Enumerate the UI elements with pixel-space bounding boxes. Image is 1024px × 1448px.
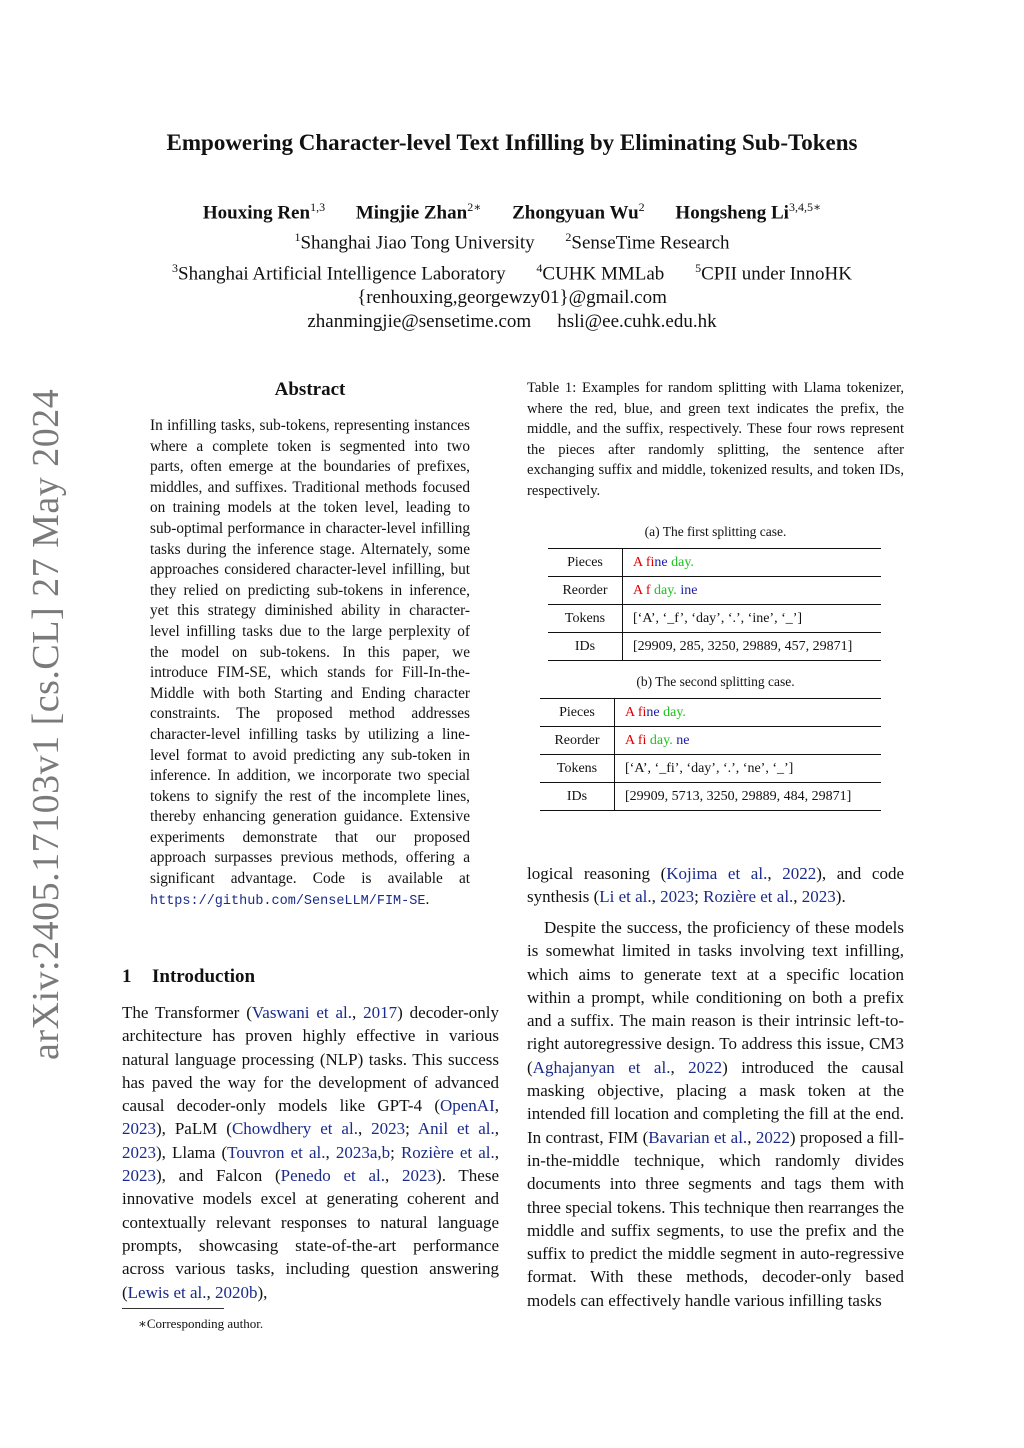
- paragraph-text: logical reasoning (: [527, 864, 667, 883]
- token-segment: day.: [659, 704, 686, 720]
- table-row: [540, 783, 881, 811]
- paragraph-text: ,: [670, 1057, 689, 1077]
- token-segment: fi: [645, 554, 655, 570]
- token-segment: A f: [633, 582, 651, 598]
- token-segment: day.: [667, 554, 694, 570]
- row-label: Pieces: [540, 699, 615, 727]
- token-segment: [‘A’, ‘_f’, ‘day’, ‘.’, ‘ine’, ‘_’]: [633, 610, 803, 626]
- affiliation-line-1: $^1$Shanghai Jiao Tong University $^2$SenseTime Research: [294, 230, 730, 254]
- row-value: [623, 577, 882, 605]
- paper-title: Empowering Character-level Text Infilling by Eliminating Sub-Tokens: [166, 130, 858, 155]
- citation-link[interactable]: Lewis et al.: [127, 1282, 207, 1302]
- email-line-1: {renhouxing,georgewzy01}@gmail.com: [357, 286, 667, 308]
- row-label: IDs: [548, 633, 623, 661]
- token-segment: day.: [646, 732, 673, 748]
- row-value: [623, 633, 882, 661]
- citation-link[interactable]: 2017: [363, 1003, 398, 1022]
- table-row: [548, 577, 881, 605]
- subtable-b: [540, 698, 881, 811]
- token-segment: [29909, 5713, 3250, 29889, 484, 29871]: [625, 788, 852, 804]
- token-segment: ine: [676, 582, 698, 598]
- intro-paragraph-1: [122, 1001, 499, 1304]
- arxiv-sidebar-stamp: arXiv:2405.17103v1 [cs.CL] 27 May 2024: [25, 388, 67, 1060]
- paragraph-text: ) introduced the causal masking objective, placing a mask token at the intended fill location and completing the fill at the end. In contrast, FIM (: [527, 1057, 904, 1147]
- citation-link[interactable]: Touvron et al.: [227, 1142, 326, 1162]
- author-name: Hongsheng Li: [675, 202, 789, 224]
- paragraph-text: ), and Falcon (: [156, 1166, 281, 1186]
- paragraph-text: ,: [494, 1119, 499, 1139]
- paragraph-text: ,: [494, 1096, 499, 1116]
- abstract-text: In infilling tasks, sub-tokens, representing instances where a complete token is segmented into two parts, often emerge at the boundaries of prefixes, middles, and suffixes. Traditional methods focused on training models at the token level, leading to sub-optimal performance in character-level infilling tasks during the inference stage. Alternately, some approaches considered character-level infilling, but they relied on predicting sub-tokens in inference, yet this strategy diminished ability in character-level infilling tasks due to the large perplexity of the model on sub-tokens. In this paper, we introduce FIM-SE, which stands for Fill-In-the-Middle with both Starting and Ending character constraints. The proposed method addresses character-level infilling tasks by utilizing a line-level format to avoid predicting any sub-token in inference. In addition, we incorporate two special tokens to signify the rest of the incomplete lines, thereby enhancing generation guidance. Extensive experiments demonstrate that our proposed approach surpasses previous methods, offering a significant advantage. Code is available at https://github.com/SenseLLM/FIM-SE.: [150, 417, 470, 909]
- token-segment: A: [633, 554, 646, 570]
- abstract-heading: Abstract: [274, 379, 346, 400]
- author-names: Houxing Ren$^{1,3}$ Mingjie Zhan$^{2∗}$ Zhongyuan Wu$^2$ Hongsheng $Li^{3,4,5∗}$: [202, 200, 822, 224]
- author-name: Houxing Ren: [202, 202, 311, 224]
- paragraph-text: ;: [405, 1119, 418, 1139]
- subtable-b-caption: (b) The second splitting case.: [636, 674, 795, 689]
- table-row: [540, 699, 881, 727]
- row-value: [623, 549, 882, 577]
- row-label: Tokens: [548, 605, 623, 633]
- citation-link[interactable]: 2023: [122, 1166, 156, 1186]
- row-value: [623, 605, 882, 633]
- citation-link[interactable]: 2023: [402, 1166, 437, 1186]
- citation-link[interactable]: Penedo et al.: [280, 1166, 386, 1186]
- paragraph-text: ), PaLM (: [156, 1119, 232, 1139]
- paragraph-text: The Transformer (: [122, 1003, 252, 1022]
- citation-link[interactable]: Vaswani et al.: [251, 1003, 352, 1022]
- paragraph-text: ,: [206, 1282, 216, 1302]
- author-name: Mingjie Zhan: [355, 202, 468, 224]
- paragraph-text: ,: [793, 887, 802, 907]
- table-row: [548, 605, 881, 633]
- paragraph-text: ,: [352, 1003, 364, 1022]
- author-name: Zhongyuan Wu: [512, 202, 639, 224]
- token-segment: ne: [654, 554, 668, 570]
- row-value: [615, 755, 882, 783]
- token-segment: A: [625, 704, 638, 720]
- table-caption: Table 1: Examples for random splitting with Llama tokenizer, where the red, blue, and green text indicates the prefix, the middle, and the suffix, respectively. These four rows represent the pieces after randomly splitting, the sentence after exchanging suffix and middle, tokenized results, and token IDs, respectively.: [527, 380, 904, 499]
- paragraph-text: ;: [694, 887, 704, 907]
- intro-paragraph-1-continued: [527, 862, 904, 909]
- token-segment: ne: [672, 732, 690, 748]
- citation-link[interactable]: 2020b: [215, 1282, 258, 1302]
- token-segment: day.: [650, 582, 677, 598]
- citation-link[interactable]: Kojima et al.: [666, 864, 768, 883]
- row-label: IDs: [540, 783, 615, 811]
- section-heading-introduction: 1 Introduction: [122, 966, 256, 987]
- citation-link[interactable]: 2023: [660, 887, 695, 907]
- row-label: Reorder: [540, 727, 615, 755]
- paragraph-text: ) decoder-only architecture has proven highly effective in various natural language processing (NLP) tasks. This success has paved the way for the development of advanced causal decoder-only models like GPT-4 (: [122, 1003, 499, 1116]
- paragraph-text: ,: [494, 1142, 499, 1162]
- citation-link[interactable]: Aghajanyan et al.: [532, 1057, 671, 1077]
- citation-link[interactable]: 2023: [122, 1119, 156, 1139]
- paragraph-text: ,: [767, 864, 783, 883]
- footnote-rule: [122, 1308, 224, 1309]
- citation-link[interactable]: 2023a,b: [335, 1142, 391, 1162]
- token-segment: [‘A’, ‘_fi’, ‘day’, ‘.’, ‘ne’, ‘_’]: [625, 760, 794, 776]
- row-label: Tokens: [540, 755, 615, 783]
- citation-link[interactable]: Chowdhery et al.: [231, 1119, 358, 1139]
- paragraph-text: ;: [390, 1142, 401, 1162]
- citation-link[interactable]: OpenAI: [439, 1096, 495, 1116]
- paragraph-text: ,: [385, 1166, 403, 1186]
- paragraph-text: ),: [257, 1282, 268, 1302]
- citation-link[interactable]: 2022: [755, 1127, 790, 1147]
- citation-link[interactable]: Rozière et al.: [400, 1142, 495, 1162]
- table-row: [540, 727, 881, 755]
- token-segment: ne: [646, 704, 660, 720]
- footnote: ∗Corresponding author.: [138, 1316, 264, 1331]
- paragraph-text: ), and code synthesis (: [527, 864, 905, 907]
- citation-link[interactable]: Bavarian et al.: [648, 1127, 748, 1147]
- table-row: [548, 549, 881, 577]
- row-label: Reorder: [548, 577, 623, 605]
- paragraph-text: ,: [325, 1142, 336, 1162]
- affiliation-line-2: $^3$Shanghai Artificial Intelligence Laboratory $^4$CUHK MMLab $^5$CPII under InnoHK: [172, 260, 852, 284]
- code-link[interactable]: https://github.com/SenseLLM/FIM-SE: [150, 893, 426, 909]
- paragraph-text: ), Llama (: [156, 1142, 228, 1162]
- paragraph-text: ,: [651, 887, 661, 907]
- subtable-a: [548, 548, 881, 661]
- citation-link[interactable]: 2022: [782, 864, 817, 883]
- table-row: [540, 755, 881, 783]
- author-block: [0, 195, 1024, 334]
- intro-paragraph-2: [527, 916, 904, 1312]
- citation-link[interactable]: 2023: [801, 887, 836, 907]
- citation-link[interactable]: 2023: [122, 1142, 156, 1162]
- paragraph-text: ).: [835, 887, 846, 907]
- paragraph-text: Despite the success, the proficiency of these models is somewhat limited in tasks involving text infilling, which aims to generate text at a specific location within a prompt, while conditioning on both a prefix and a suffix. The main reason is their intrinsic left-to-right autoregressive design. To address this issue, CM3 (: [527, 918, 904, 1077]
- paragraph-text: ) proposed a fill-in-the-middle technique, which randomly divides documents into three segments and tags them with three special tokens. This technique then rearranges the middle and suffix segments, to use the prefix and the suffix to predict the middle segment in auto-regressive format. With these methods, decoder-only based models can effectively handle various infilling tasks: [527, 1127, 904, 1310]
- table-row: [548, 633, 881, 661]
- subtable-a-caption: (a) The first splitting case.: [644, 524, 787, 539]
- citation-link[interactable]: 2023: [371, 1119, 406, 1139]
- citation-link[interactable]: Rozière et al.: [703, 887, 794, 907]
- token-segment: A fi: [625, 732, 647, 748]
- paragraph-text: ,: [747, 1127, 756, 1147]
- token-segment: [29909, 285, 3250, 29889, 457, 29871]: [633, 638, 853, 654]
- citation-link[interactable]: Anil et al.: [417, 1119, 495, 1139]
- citation-link[interactable]: Li et al.: [599, 887, 652, 907]
- paragraph-text: ). These innovative models excel at generating coherent and contextually relevant responses to natural language prompts, showcasing state-of-the-art performance across various tasks, including question answering (: [122, 1166, 500, 1302]
- row-label: Pieces: [548, 549, 623, 577]
- row-value: [615, 727, 882, 755]
- row-value: [615, 699, 882, 727]
- citation-link[interactable]: 2022: [688, 1057, 723, 1077]
- row-value: [615, 783, 882, 811]
- paragraph-text: ,: [357, 1119, 372, 1139]
- token-segment: fi: [637, 704, 647, 720]
- email-line-2: zhanmingjie@sensetime.com hsli@ee.cuhk.edu.hk: [307, 310, 717, 332]
